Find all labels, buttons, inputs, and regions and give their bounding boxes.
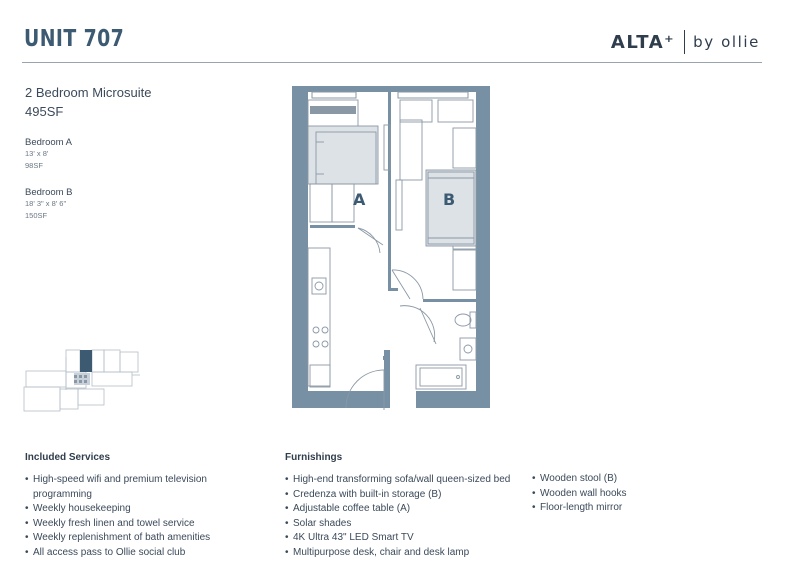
- furnishings: [285, 452, 535, 560]
- furnishings-item: • Wooden wall hooks: [532, 487, 672, 502]
- furnishings-extra-list: [532, 472, 672, 516]
- suite-type: 2 Bedroom Microsuite: [25, 85, 152, 100]
- brand-alta-wordmark: ALTA⁺: [610, 31, 676, 53]
- services-item: • Weekly fresh linen and towel service: [25, 517, 247, 532]
- services-item: • Weekly replenishment of bath amenities: [25, 531, 247, 546]
- furnishings-item: • Floor-length mirror: [532, 501, 672, 516]
- floor-plan-label-a: A: [353, 190, 366, 209]
- furnishings-title: Furnishings: [285, 452, 343, 463]
- bedroom-a-area: 98SF: [25, 161, 43, 170]
- furnishings-item: • High-end transforming sofa/wall queen-sized bed: [285, 473, 535, 488]
- included-services: [25, 452, 247, 560]
- unit-title: UNIT 707: [24, 26, 125, 52]
- services-item: • High-speed wifi and premium television programming: [25, 473, 247, 502]
- floor-plan: [288, 80, 498, 415]
- services-list: [25, 473, 247, 560]
- furnishings-item: • Multipurpose desk, chair and desk lamp: [285, 546, 535, 561]
- furnishings-extra: [532, 472, 672, 516]
- furnishings-item: • Solar shades: [285, 517, 535, 532]
- bedroom-a-name: Bedroom A: [25, 137, 72, 148]
- bedroom-b-dimensions: 18' 3" x 8' 6": [25, 199, 67, 208]
- furnishings-item: • Wooden stool (B): [532, 472, 672, 487]
- bedroom-b-area: 150SF: [25, 211, 48, 220]
- key-plan: [22, 345, 142, 415]
- brand-ollie-wordmark: by ollie: [693, 33, 760, 51]
- floor-plan-fixtures: [308, 100, 476, 410]
- furnishings-item: • 4K Ultra 43" LED Smart TV: [285, 531, 535, 546]
- brand-logo: [611, 30, 760, 54]
- brand-divider: [684, 30, 685, 54]
- bedroom-b-info: [25, 187, 73, 222]
- header-divider: [22, 62, 762, 63]
- bedroom-a-info: [25, 137, 72, 172]
- furnishings-list: [285, 473, 535, 560]
- key-plan-highlight: [80, 350, 92, 372]
- services-item: • All access pass to Ollie social club: [25, 546, 247, 561]
- services-title: Included Services: [25, 452, 111, 463]
- services-item: • Weekly housekeeping: [25, 502, 247, 517]
- bedroom-a-dimensions: 13' x 8': [25, 149, 49, 158]
- furnishings-item: • Adjustable coffee table (A): [285, 502, 535, 517]
- bedroom-b-name: Bedroom B: [25, 187, 73, 198]
- floor-plan-label-b: B: [443, 190, 456, 209]
- furnishings-item: • Credenza with built-in storage (B): [285, 488, 535, 503]
- suite-size: 495SF: [25, 104, 64, 119]
